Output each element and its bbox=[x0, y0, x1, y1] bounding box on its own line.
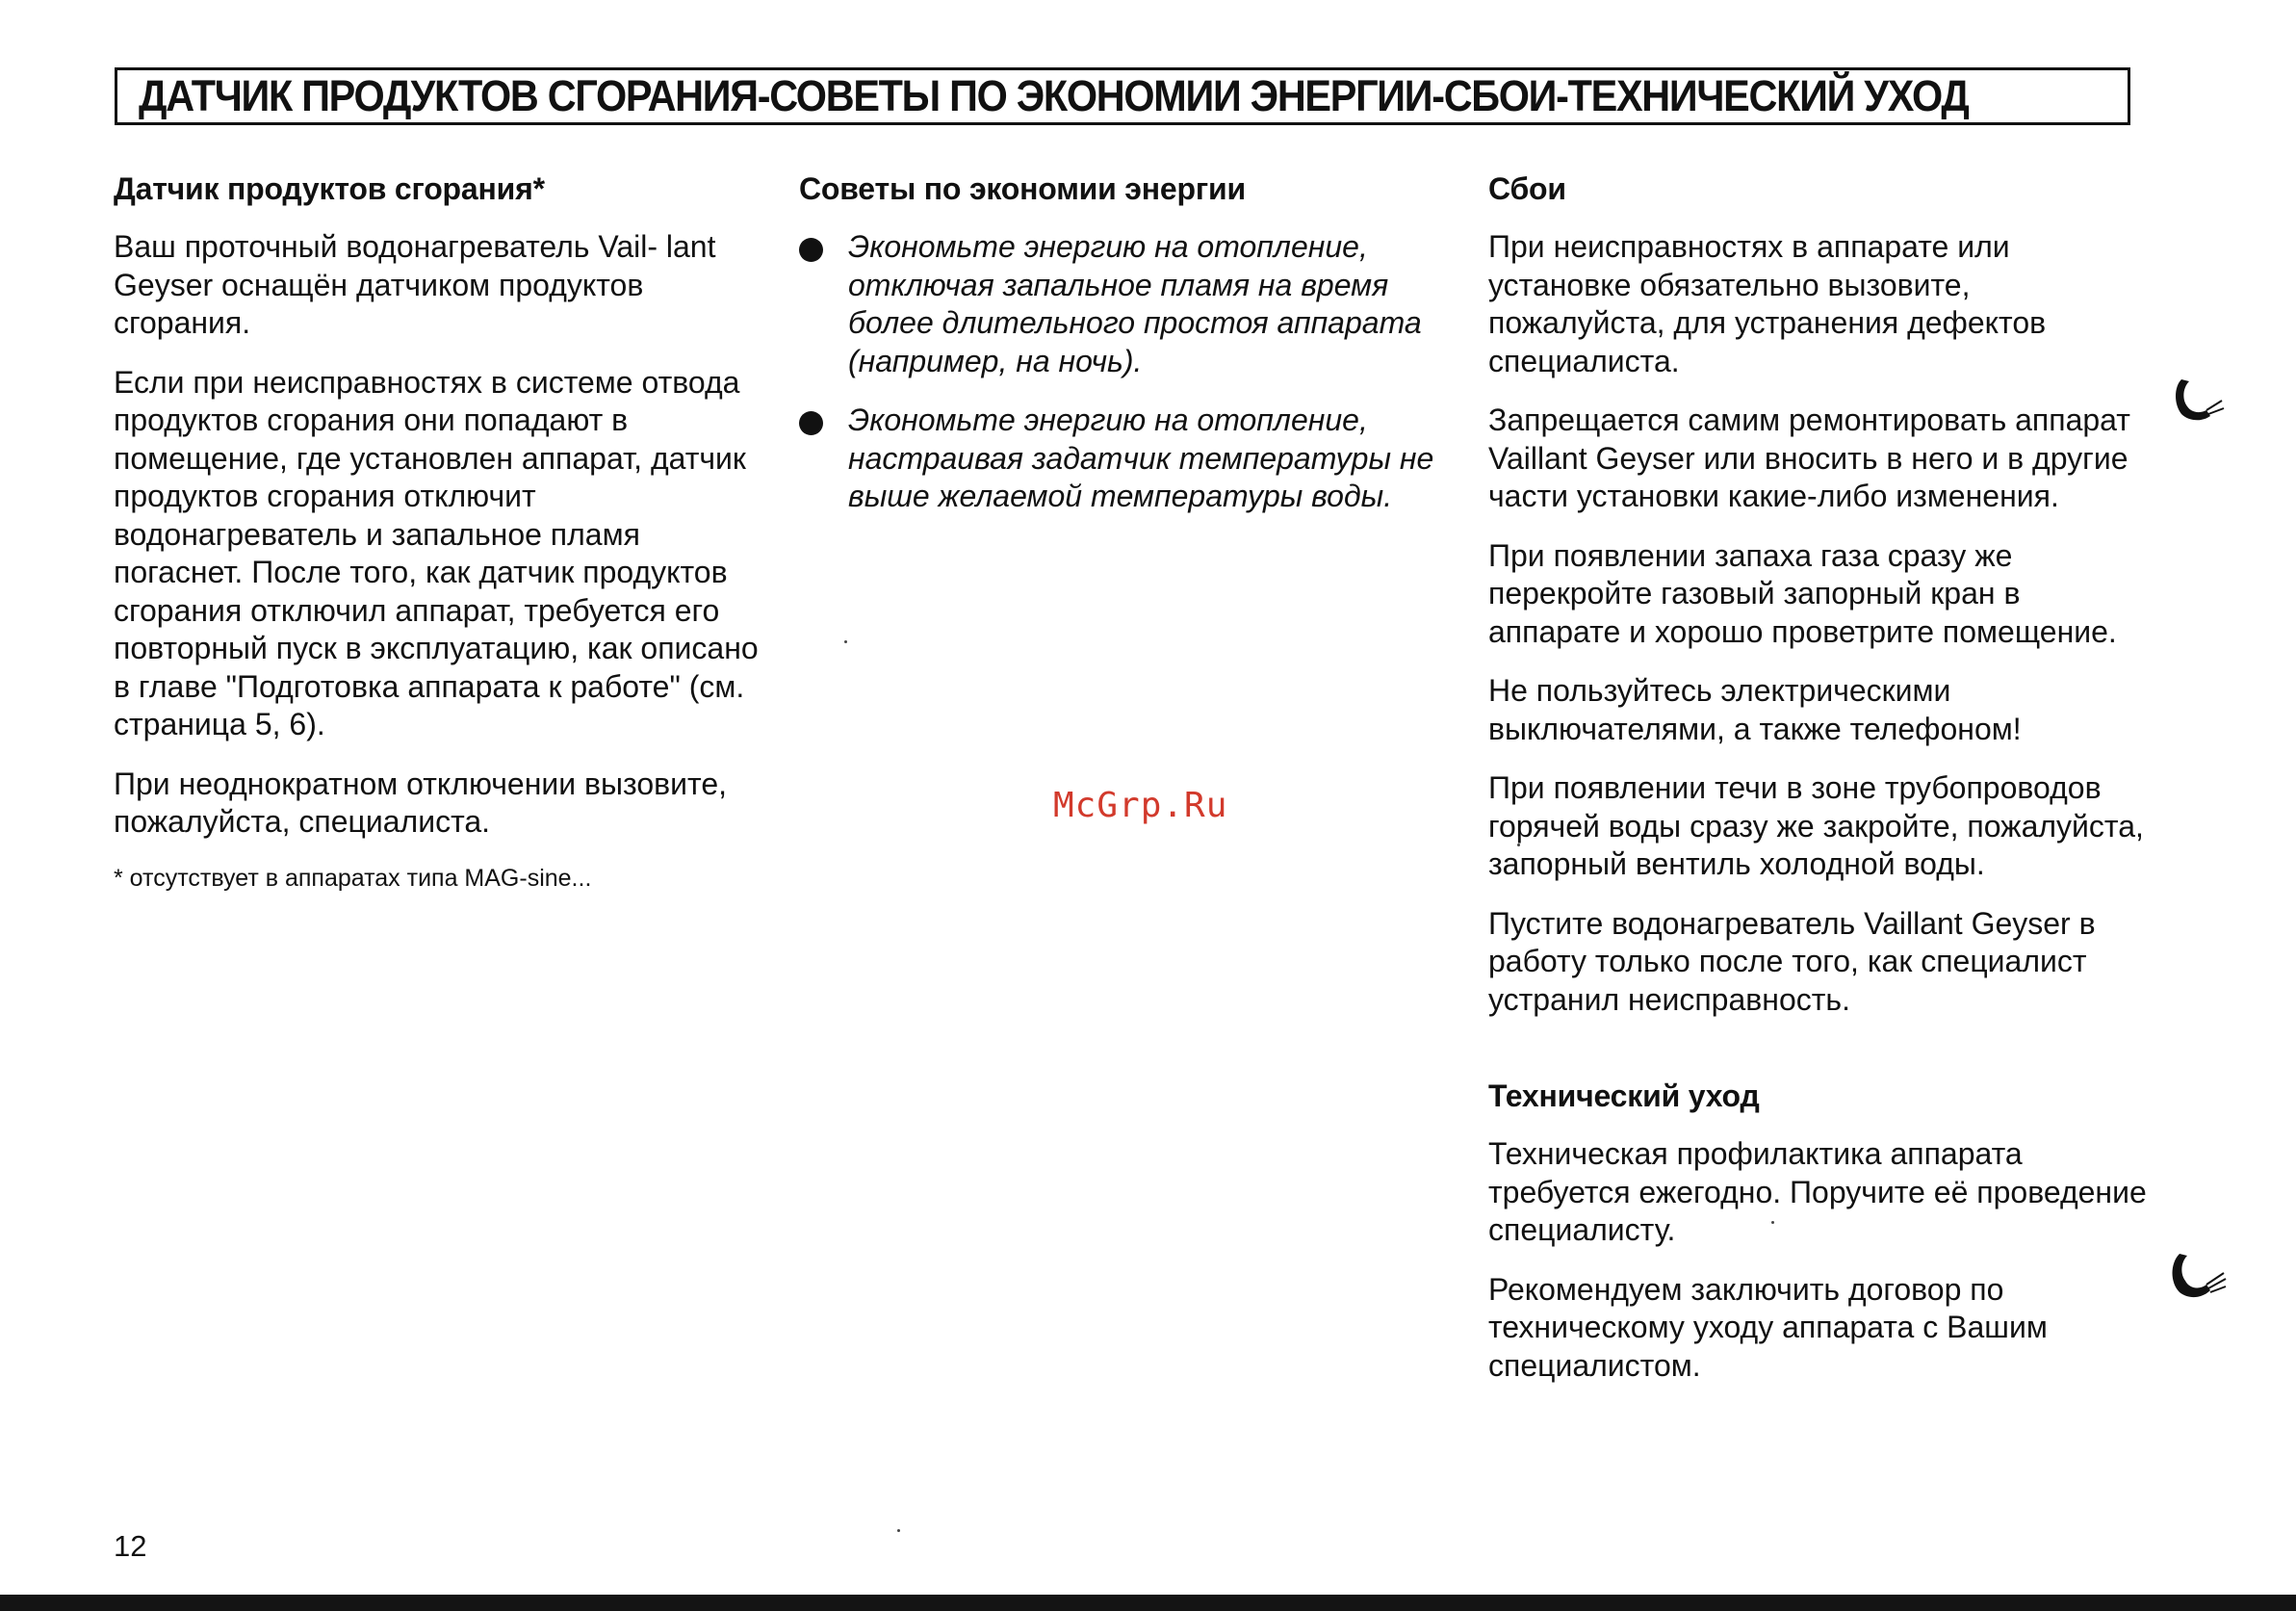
faults-paragraph-6: Пустите водонагреватель Vaillant Geyser в работу только после того, как специалист устранил неисправность. bbox=[1488, 905, 2096, 1017]
watermark: McGrp.Ru bbox=[1053, 786, 1228, 825]
column-faults bbox=[1488, 171, 2153, 1406]
column-energy bbox=[799, 171, 1434, 537]
energy-tip-text: Экономьте энергию на отопление, отключая запальное пламя на время более длительного простоя аппарата (например, на ночь). bbox=[848, 229, 1422, 378]
energy-heading: Советы по экономии энергии bbox=[799, 171, 1246, 206]
sensor-footnote: * отсутствует в аппаратах типа MAG-sine... bbox=[114, 864, 592, 892]
maintenance-paragraph-1: Техническая профилактика аппарата требуется ежегодно. Поручите её проведение специалисту. bbox=[1488, 1136, 2147, 1247]
scan-speck bbox=[897, 1529, 900, 1532]
sensor-heading: Датчик продуктов сгорания* bbox=[114, 171, 545, 206]
faults-paragraph-2: Запрещается самим ремонтировать аппарат Vaillant Geyser или вносить в него и в другие части установки какие-либо изменения. bbox=[1488, 403, 2130, 513]
scan-speck bbox=[1517, 844, 1520, 846]
sensor-paragraph-1: Ваш проточный водонагреватель Vail- lant Geyser оснащён датчиком продуктов сгорания. bbox=[114, 229, 716, 340]
scan-speck bbox=[844, 640, 847, 643]
margin-thumb-icon bbox=[2168, 372, 2226, 429]
sensor-paragraph-2: Если при неисправностях в системе отвода продуктов сгорания они попадают в помещение, где установлен аппарат, датчик продуктов сгорания отключит водонагреватель и запальное пламя погаснет. После того, как датчик продуктов сгорания отключил аппарат, требуется его повторный пуск в эксплуатацию, как описано в главе "Подготовка аппарата к работе" (см. страница 5, 6). bbox=[114, 364, 759, 741]
margin-thumb-icon bbox=[2166, 1248, 2230, 1306]
energy-tips-list bbox=[799, 228, 1434, 516]
scan-bottom-edge bbox=[0, 1595, 2296, 1611]
page-number: 12 bbox=[114, 1529, 147, 1563]
bullet-dot-icon bbox=[799, 238, 823, 262]
page-title: ДАТЧИК ПРОДУКТОВ СГОРАНИЯ-СОВЕТЫ ПО ЭКОНОМИИ ЭНЕРГИИ-СБОИ-ТЕХНИЧЕСКИЙ УХОД bbox=[139, 71, 1969, 120]
energy-tip-text: Экономьте энергию на отопление, настраивая задатчик температуры не выше желаемой температуры воды. bbox=[848, 403, 1434, 513]
faults-paragraph-1: При неисправностях в аппарате или установке обязательно вызовите, пожалуйста, для устранения дефектов специалиста. bbox=[1488, 229, 2047, 378]
energy-tip-item bbox=[799, 402, 1434, 516]
bullet-dot-icon bbox=[799, 411, 823, 435]
sensor-paragraph-3: При неоднократном отключении вызовите, пожалуйста, специалиста. bbox=[114, 766, 727, 839]
page-title-box bbox=[115, 67, 2130, 125]
maintenance-paragraph-2: Рекомендуем заключить договор по техническому уходу аппарата с Вашим специалистом. bbox=[1488, 1271, 2048, 1383]
column-sensor bbox=[114, 171, 778, 894]
faults-paragraph-4: Не пользуйтесь электрическими выключателями, а также телефоном! bbox=[1488, 673, 2022, 746]
scan-speck bbox=[1771, 1221, 1774, 1224]
faults-paragraph-3: При появлении запаха газа сразу же перекройте газовый запорный кран в аппарате и хорошо проветрите помещение. bbox=[1488, 537, 2117, 649]
faults-paragraph-5: При появлении течи в зоне трубопроводов горячей воды сразу же закройте, пожалуйста, запорный вентиль холодной воды. bbox=[1488, 770, 2144, 881]
maintenance-heading: Технический уход bbox=[1488, 1078, 1760, 1113]
faults-heading: Сбои bbox=[1488, 171, 1566, 206]
energy-tip-item bbox=[799, 228, 1434, 380]
